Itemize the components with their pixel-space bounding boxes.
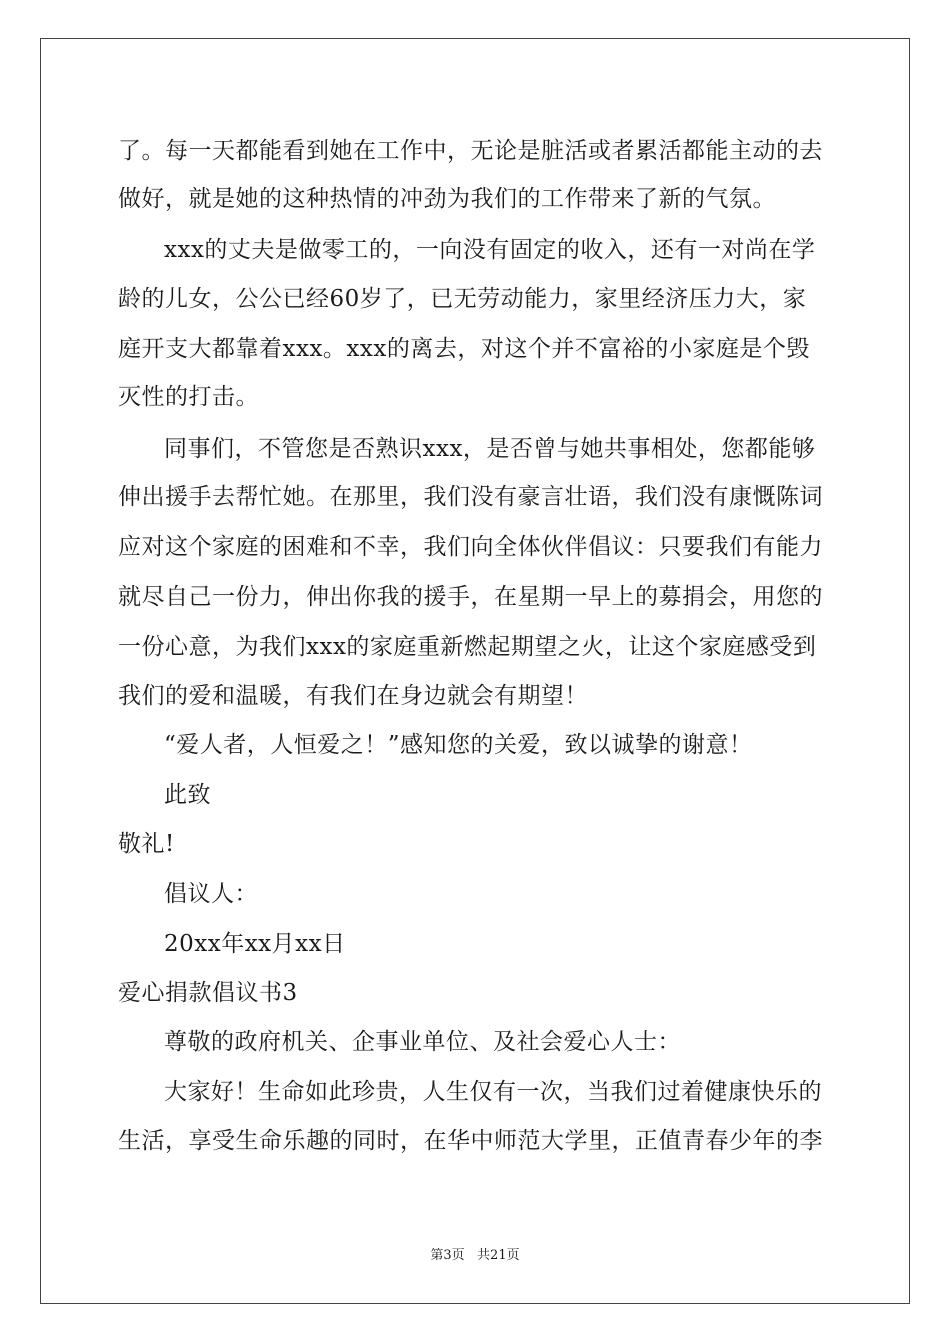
greeting-line: 尊敬的政府机关、企事业单位、及社会爱心人士： — [164, 1029, 681, 1055]
closing-regards: 敬礼! — [118, 831, 175, 857]
paragraph-line: 做好，就是她的这种热情的冲劲为我们的工作带来了新的气氛。 — [118, 186, 776, 212]
paragraph-line: 庭开支大都靠着xxx。xxx的离去，对这个并不富裕的小家庭是个毁 — [118, 336, 810, 362]
closing-salutation: 此致 — [164, 782, 211, 808]
paragraph-line: 龄的儿女，公公已经60岁了，已无劳动能力，家里经济压力大，家 — [118, 286, 807, 312]
page-number-footer: 第3页 共21页 — [430, 1248, 520, 1263]
page-border — [40, 38, 910, 1304]
signature-label: 倡议人： — [164, 881, 258, 907]
paragraph-line: 了。每一天都能看到她在工作中，无论是脏活或者累活都能主动的去 — [118, 138, 823, 164]
paragraph-line: “爱人者，人恒爱之！”感知您的关爱，致以诚挚的谢意！ — [164, 732, 753, 758]
paragraph-line: 一份心意，为我们xxx的家庭重新燃起期望之火，让这个家庭感受到 — [118, 634, 817, 660]
paragraph-line: xxx的丈夫是做零工的，一向没有固定的收入，还有一对尚在学 — [164, 237, 816, 263]
paragraph-line: 我们的爱和温暖，有我们在身边就会有期望！ — [118, 683, 588, 709]
paragraph-line: 灭性的打击。 — [118, 384, 259, 410]
paragraph-line: 大家好！生命如此珍贵，人生仅有一次，当我们过着健康快乐的 — [164, 1079, 822, 1105]
paragraph-line: 就尽自己一份力，伸出你我的援手，在星期一早上的募捐会，用您的 — [118, 584, 823, 610]
paragraph-line: 伸出援手去帮忙她。在那里，我们没有豪言壮语，我们没有康慨陈词 — [118, 484, 823, 510]
paragraph-line: 同事们，不管您是否熟识xxx，是否曾与她共事相处，您都能够 — [164, 436, 816, 462]
date-line: 20xx年xx月xx日 — [164, 931, 346, 957]
paragraph-line: 生活，享受生命乐趣的同时，在华中师范大学里，正值青春少年的李 — [118, 1128, 823, 1154]
paragraph-line: 应对这个家庭的困难和不幸，我们向全体伙伴倡议：只要我们有能力 — [118, 534, 823, 560]
section-title: 爱心捐款倡议书3 — [118, 980, 298, 1006]
